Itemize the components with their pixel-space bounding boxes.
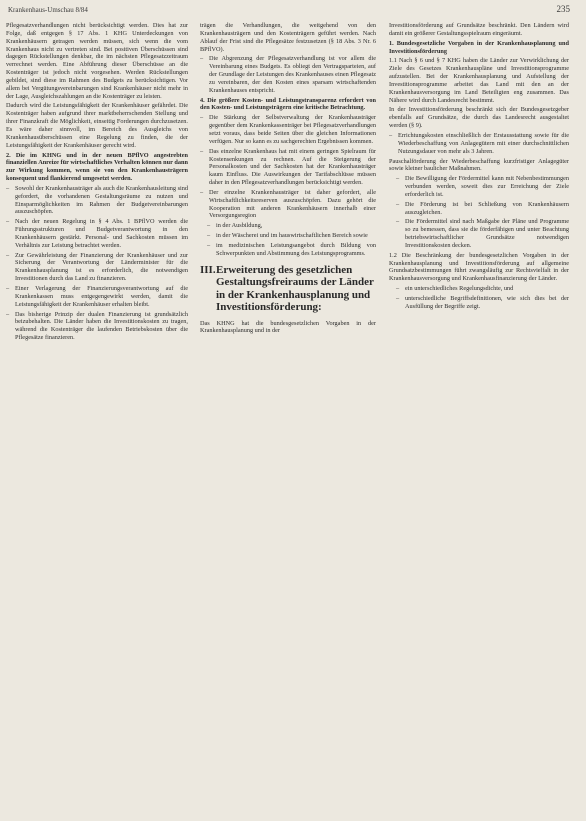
chapter-number: III.: [200, 263, 216, 276]
paragraph: Pflegesatzverhandlungen nicht berücksichtigt werden. Dies hat zur Folge, daß entgegen § 17 Abs. 1 KHG Unterdeckungen von Krankenhäusern getragen werden müssen, sich wenn die vom Krankenhaus nicht zu vertreten sind. Bei positiven Überschüssen sind dagegen Rückstellungen denkbar, die im nächsten Pflegesatzzeitraum verrechnet werden. Eine Abführung dieser Überschüsse an die Kostenträger ist jedoch nicht vorgesehen. Werden Rückstellungen gebildet, sind diese im Rahmen des Budgets zu berücksichtigen. Vor allem bei Vergütungsvereinbarungen sind Krankenhäuser nicht mehr in der Lage, Ausgleichszahlungen an die Kostenträger zu leisten.: [6, 22, 188, 100]
journal-title: Krankenhaus-Umschau 8/84: [8, 6, 88, 14]
column-middle: [200, 22, 376, 817]
sub-list-item: – Die Fördermittel sind nach Maßgabe der Pläne und Programme so zu bemessen, dass sie die förderfähigen und unter Beachtung betriebswirtschaftlicher Grundsätze notwendigen Investitionskosten decken.: [389, 218, 569, 249]
list-item: – Nach der neuen Regelung in § 4 Abs. 1 BPflVO werden die Führungsstrukturen und Budgetverantwortung in den Krankenhäusern gestärkt. Personal- und Sachkosten müssen im Verhältnis zur Leistung betrachtet werden.: [6, 218, 188, 249]
sub-list-item: – in der Wäscherei und im hauswirtschaftlichen Bereich sowie: [200, 232, 376, 240]
chapter-heading: [200, 264, 376, 314]
paragraph: Investitionsförderung auf Grundsätze beschränkt. Den Ländern wird damit ein größerer Gestaltungsspielraum eingeräumt.: [389, 22, 569, 37]
paragraph: 1.2 Die Beschränkung der bundesgesetzlichen Vorgaben in der Krankenhausplanung und Investitionsförderung auf allgemeine Grundsatzbestimmungen führt zwangsläufig zur Rechtsvielfalt in der Krankenhausversorgung und Krankenhausfinanzierung der Länder.: [389, 251, 569, 283]
list-item: – Zur Gewährleistung der Finanzierung der Krankenhäuser und zur Sicherung der Verantwortung der Länderminister für die Krankenhausplanung ist es erforderlich, die notwendigen Investitionen durch das Land zu finanzieren.: [6, 252, 188, 283]
section-heading: 1. Bundesgesetzliche Vorgaben in der Krankenhausplanung und Investitionsförderung: [389, 39, 569, 55]
column-right: [389, 22, 569, 817]
paragraph: trägen die Verhandlungen, die weitgehend von den Krankenhausträgern und den Kostenträgern geführt werden. Nach Ablauf der Frist sind die Pflegesätze festzusetzen (§ 18 Abs. 3 Nr. 6 BPflVO).: [200, 22, 376, 53]
sub-list-item: – unterschiedliche Begriffsdefinitionen, wie sich dies bei der Ausfüllung der Begriffe zeigt.: [389, 295, 569, 311]
paragraph: 1.1 Nach § 6 und § 7 KHG haben die Länder zur Verwirklichung der Ziele des Gesetzes Krankenhauspläne und Investitionsprogramme aufzustellen. Bei der Krankenhausplanung und Aufstellung der Investitionsprogramme arbeitet das Land mit den an der Krankenhausversorgung im Land Beteiligten eng zusammen. Das Nähere wird durch Landesrecht bestimmt.: [389, 57, 569, 104]
page-header: [8, 4, 570, 18]
list-item: – Die Stärkung der Selbstverwaltung der Krankenhausträger gegenüber dem Krankenkassenträger bei Pflegesatzverhandlungen setzt voraus, dass beide Seiten über die gleichen Informationen verfügen. Nur so kann es zu sachgerechten Ergebnissen kommen.: [200, 114, 376, 145]
list-item: – Der einzelne Krankenhausträger ist daher gefordert, alle Wirtschaftlichkeitsreserven auszuschöpfen. Dazu gehört die Kooperation mit anderen Krankenhäusern innerhalb einer Versorgungsregion: [200, 189, 376, 220]
list-item: – Einer Verlagerung der Finanzierungsverantwortung auf die Krankenkassen muss entgegengewirkt werden, damit die Leistungsfähigkeit der Krankenhäuser erhalten bleibt.: [6, 285, 188, 309]
paragraph: Das KHNG hat die bundesgesetzlichen Vorgaben in der Krankenhausplanung und in der: [200, 319, 376, 335]
page-number: 235: [556, 4, 570, 14]
sub-list-item: – in der Ausbildung,: [200, 222, 376, 230]
list-item: – Sowohl der Krankenhausträger als auch die Krankenhausleitung sind gefordert, die vorhandenen Gestaltungsräume zu nutzen und Einsparmöglichkeiten im Rahmen der Budgetvereinbarungen auszuschöpfen.: [6, 185, 188, 216]
paragraph: Dadurch wird die Leistungsfähigkeit der Krankenhäuser gefährdet. Die Kostenträger haben aufgrund ihrer marktbeherrschenden Stellung und ihrer Finanzkraft die Möglichkeit, einseitig Forderungen durchzusetzen. Es wäre daher sinnvoll, im Bereich des Ausgleichs von Krankenhausüberschüssen eine Regelung zu finden, die der Leistungsfähigkeit der Krankenhäuser gerecht wird.: [6, 102, 188, 149]
sub-list-item: – Die Förderung ist bei Schließung von Krankenhäusern auszugleichen.: [389, 201, 569, 217]
paragraph: In der Investitionsförderung beschränkt sich der Bundesgesetzgeber ebenfalls auf Grundsätze, die durch das Landesrecht ausgestaltet werden (§ 9).: [389, 106, 569, 130]
list-item: – Das bisherige Prinzip der dualen Finanzierung ist grundsätzlich beizubehalten. Die Länder haben die Investitionskosten zu tragen, während die Kostenträger die laufenden Betriebskosten über die Pflegesätze finanzieren.: [6, 311, 188, 342]
sub-list-item: – im medizinischen Leistungsangebot durch Bildung von Schwerpunkten und Abstimmung des Leistungsprogramms.: [200, 242, 376, 258]
paragraph: Pauschalförderung der Wiederbeschaffung kurzfristiger Anlagegüter sowie kleiner baulicher Maßnahmen.: [389, 157, 569, 173]
chapter-title: Erweiterung des gesetzlichen Gestaltungsfreiraums der Länder in der Krankenhausplanung und Investitionsförderung:: [216, 263, 374, 314]
sub-list-item: – Die Bewilligung der Fördermittel kann mit Nebenbestimmungen verbunden werden, soweit dies zur Erreichung der Ziele erforderlich ist.: [389, 175, 569, 199]
section-heading: 4. Die größere Kosten- und Leistungstransparenz erfordert von den Kosten- und Leistungsträgern eine kritische Betrachtung.: [200, 96, 376, 112]
list-item: – Die Abgrenzung der Pflegesatzverhandlung ist vor allem die Vereinbarung eines Budgets. Es obliegt den Vertragsparteien, auf der Grundlage der Leistungen des Krankenhauses einen Pflegesatz zu vereinbaren, der den Kosten eines sparsam wirtschaftenden Krankenhauses entspricht.: [200, 55, 376, 94]
list-item: – Das einzelne Krankenhaus hat mit einem geringen Spielraum für Kostensenkungen zu rechnen. Auf die Steigerung der Personalkosten und der Sachkosten hat der Krankenhausträger kaum Einfluss. Die Auswirkungen der Tarifabschlüsse müssen daher in den Pflegesatzverhandlungen berücksichtigt werden.: [200, 148, 376, 187]
sub-list-item: – ein unterschiedliches Regelungsdichte, und: [389, 285, 569, 293]
column-left: [6, 22, 188, 817]
list-item: – Errichtungskosten einschließlich der Erstausstattung sowie für die Wiederbeschaffung von Anlagegütern mit einer durchschnittlichen Nutzungsdauer von mehr als 3 Jahren.: [389, 132, 569, 156]
section-heading: 2. Die im KHNG und in der neuen BPflVO angestrebten finanziellen Anreize für wirtschaftliches Verhalten können nur dann zur Wirkung kommen, wenn sie von den Krankenhausträgern konsequent und flankierend umgesetzt werden.: [6, 151, 188, 183]
